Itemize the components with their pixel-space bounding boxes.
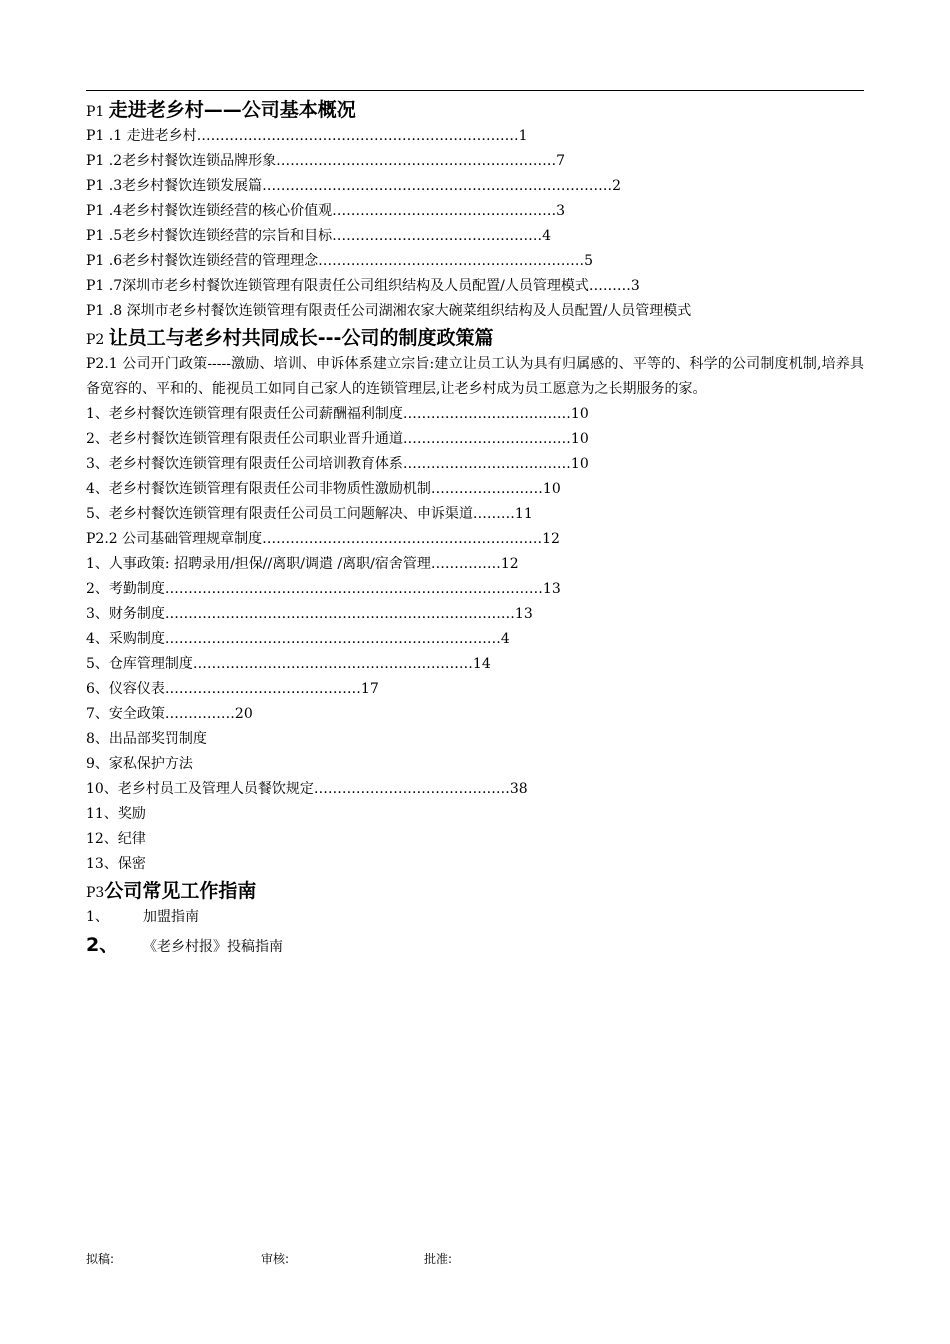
section3-prefix: P3 — [86, 885, 105, 901]
toc-line-2a-2: 2、老乡村餐饮连锁管理有限责任公司职业晋升通道………………………………10 — [86, 431, 589, 447]
section3-item-1 — [86, 905, 866, 930]
toc-line-2a-4: 4、老乡村餐饮连锁管理有限责任公司非物质性激励机制……………………10 — [86, 481, 561, 497]
toc-line-2b-13: 13、保密 — [86, 856, 146, 872]
section3-heading — [86, 877, 866, 905]
toc-line-2a-1: 1、老乡村餐饮连锁管理有限责任公司薪酬福利制度………………………………10 — [86, 406, 589, 422]
toc-line-2b-3: 3、财务制度…………………………………………………………………13 — [86, 606, 533, 622]
section1-title: 走进老乡村——公司基本概况 — [108, 99, 356, 121]
toc-line-2b-2: 2、考勤制度………………………………………………………………………13 — [86, 581, 561, 597]
section3-item-2-number: 2、 — [86, 934, 119, 956]
toc-line-2b-8: 8、出品部奖罚制度 — [86, 731, 207, 747]
toc-line-1-2: P1 .2老乡村餐饮连锁品牌形象……………………………………………………7 — [86, 153, 566, 169]
section2-title: 让员工与老乡村共同成长---公司的制度政策篇 — [108, 327, 494, 349]
footer-draft-label: 拟稿: — [86, 1252, 115, 1266]
toc-line-2b-9: 9、家私保护方法 — [86, 756, 193, 772]
toc-line-1-4: P1 .4老乡村餐饮连锁经营的核心价值观…………………………………………3 — [86, 203, 566, 219]
toc-line-2a-3: 3、老乡村餐饮连锁管理有限责任公司培训教育体系………………………………10 — [86, 456, 589, 472]
toc-line-2a-5: 5、老乡村餐饮连锁管理有限责任公司员工问题解决、申诉渠道………11 — [86, 506, 533, 522]
footer-review-label: 审核: — [261, 1252, 290, 1266]
toc-line-1-7: P1 .7深圳市老乡村餐饮连锁管理有限责任公司组织结构及人员配置/人员管理模式………3 — [86, 278, 640, 294]
section3-item-2-text: 《老乡村报》投稿指南 — [143, 939, 283, 955]
section3-item-1-text: 加盟指南 — [143, 909, 199, 925]
section2-subheading: P2.2 公司基础管理规章制度……………………………………………………12 — [86, 531, 560, 547]
toc-line-2b-1: 1、人事政策: 招聘录用/担保//离职/调遣 /离职/宿舍管理……………12 — [86, 556, 519, 572]
section2-prefix: P2 — [86, 332, 109, 348]
toc-line-2b-10: 10、老乡村员工及管理人员餐饮规定……………………………………38 — [86, 781, 528, 797]
section3-item-1-number: 1、 — [86, 909, 109, 925]
toc-content — [86, 96, 866, 960]
toc-line-1-3: P1 .3老乡村餐饮连锁发展篇…………………………………………………………………2 — [86, 178, 622, 194]
top-rule — [86, 90, 864, 91]
toc-line-2b-12: 12、纪律 — [86, 831, 146, 847]
toc-line-1-1: P1 .1 走进老乡村……………………………………………………………1 — [86, 128, 528, 144]
toc-line-2b-7: 7、安全政策……………20 — [86, 706, 253, 722]
footer-approve-label: 批准: — [424, 1252, 453, 1266]
section2-heading — [86, 324, 866, 352]
section3-item-2 — [86, 930, 866, 960]
toc-line-1-6: P1 .6老乡村餐饮连锁经营的管理理念…………………………………………………5 — [86, 253, 594, 269]
toc-line-1-5: P1 .5老乡村餐饮连锁经营的宗旨和目标………………………………………4 — [86, 228, 552, 244]
section1-heading — [86, 96, 866, 124]
section1-prefix: P1 — [86, 104, 109, 120]
section3-title: 公司常见工作指南 — [104, 880, 257, 902]
toc-line-2b-5: 5、仓库管理制度……………………………………………………14 — [86, 656, 491, 672]
toc-line-2b-11: 11、奖励 — [86, 806, 146, 822]
toc-line-1-8: P1 .8 深圳市老乡村餐饮连锁管理有限责任公司湖湘农家大碗菜组织结构及人员配置/人员管理模式 — [86, 303, 692, 319]
toc-line-2b-6: 6、仪容仪表……………………………………17 — [86, 681, 379, 697]
section2-intro: P2.1 公司开门政策-----激励、培训、申诉体系建立宗旨:建立让员工认为具有归属感的、平等的、科学的公司制度机制,培养具备宽容的、平和的、能视员工如同自己家人的连锁管理层,让老乡村成为员工愿意为之长期服务的家。 — [86, 356, 864, 397]
toc-line-2b-4: 4、采购制度………………………………………………………………4 — [86, 631, 510, 647]
